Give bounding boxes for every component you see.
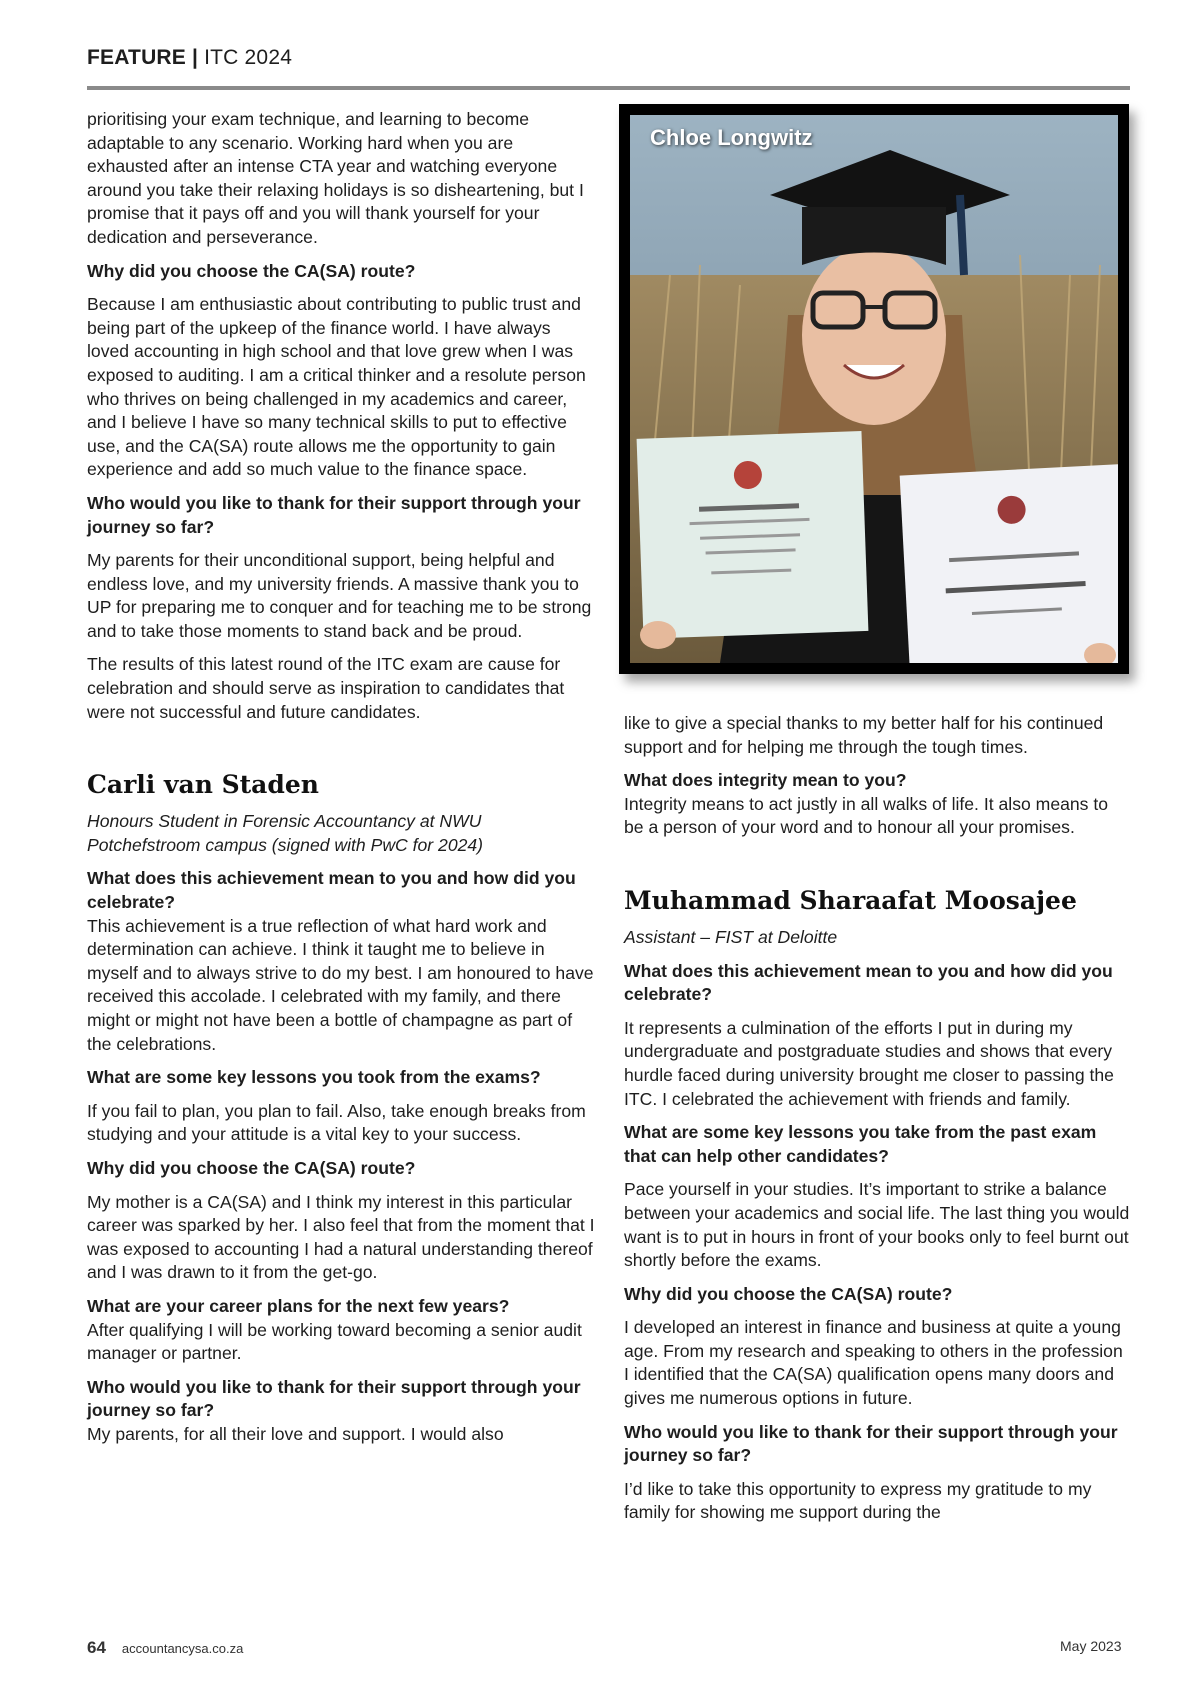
issue-date: May 2023 (1060, 1638, 1122, 1654)
answer-plans: After qualifying I will be working toward becoming a senior audit manager or partner. (87, 1319, 582, 1364)
question-lessons: What are some key lessons you took from the exams? (87, 1067, 541, 1088)
question-route: Why did you choose the CA(SA) route? (624, 1283, 953, 1304)
question-thank: Who would you like to thank for their support through your journey so far? (87, 1376, 581, 1421)
answer-route: My mother is a CA(SA) and I think my interest in this particular career was sparked by her. I also feel that from the moment that I was exposed to accounting I had a natural understanding thereof and I was drawn to it from the get-go. (87, 1191, 595, 1283)
question-achievement: What does this achievement mean to you and how did you celebrate? (624, 960, 1113, 1005)
question-lessons: What are some key lessons you take from the past exam that can help other candidates? (624, 1122, 1097, 1166)
answer-route: I developed an interest in finance and business at quite a young age. From my research and speaking to others in the profession I identified that the CA(SA) qualification opens many doors and gives me numerous options in future. (624, 1317, 1123, 1409)
answer-lessons: If you fail to plan, you plan to fail. Also, take enough breaks from studying and your attitude is a vital key to your success. (87, 1100, 586, 1145)
answer-thank: I’d like to take this opportunity to express my gratitude to my family for showing me support during the (624, 1478, 1092, 1523)
answer-integrity: Integrity means to act justly in all walks of life. It also means to be a person of your word and to honour all your promises. (624, 793, 1109, 838)
page-footer (87, 1638, 243, 1658)
answer-achievement: This achievement is a true reflection of what hard work and determination can achieve. I think it taught me to believe in myself and to always strive to do my best. I am honoured to have received this accolade. I celebrated with my family, and there might or might not have been a bottle of champagne as part of the celebrations. (87, 915, 594, 1054)
profile-role-carli: Honours Student in Forensic Accountancy at NWU Potchefstroom campus (signed with PwC for 2024) (87, 811, 484, 855)
right-column (624, 712, 1132, 1535)
header-divider (87, 86, 1130, 90)
page-header (87, 46, 292, 70)
profile-role-muhammad: Assistant – FIST at Deloitte (624, 926, 838, 947)
left-column (87, 108, 595, 1457)
question-thank: Who would you like to thank for their support through your journey so far? (87, 492, 581, 537)
question-route: Why did you choose the CA(SA) route? (87, 260, 416, 281)
profile-name-carli: Carli van Staden (87, 770, 319, 800)
answer-thank: My parents for their unconditional support, being helpful and endless love, and my university friends. A massive thank you to UP for preparing me to conquer and for teaching me to be strong and to take those moments to stand back and be proud. (87, 550, 592, 641)
section-label: FEATURE (87, 46, 187, 69)
question-plans: What are your career plans for the next few years? (87, 1295, 510, 1316)
website-link[interactable]: accountancysa.co.za (121, 1641, 244, 1656)
answer-thank-start: My parents, for all their love and support. I would also (87, 1423, 504, 1444)
question-route: Why did you choose the CA(SA) route? (87, 1157, 416, 1178)
question-achievement: What does this achievement mean to you and how did you celebrate? (87, 868, 576, 913)
answer-lessons: Pace yourself in your studies. It’s important to strike a balance between your academics and social life. The last thing you would want is to put in hours in front of your books only to feel burnt out shortly before the exams. (624, 1179, 1130, 1271)
page-number: 64 (87, 1638, 106, 1657)
photo-frame (619, 104, 1129, 674)
header-title: ITC 2024 (204, 46, 293, 69)
question-integrity: What does integrity mean to you? (624, 770, 907, 791)
answer-thank-continued: like to give a special thanks to my better half for his continued support and for helping me through the tough times. (624, 713, 1104, 757)
intro-paragraph: prioritising your exam technique, and learning to become adaptable to any scenario. Working hard when you are exhausted after an intense CTA year and watching everyone around you take their relaxing holidays is so disheartening, but I promise that it pays off and you will thank yourself for your dedication and perseverance. (87, 109, 584, 247)
closing-paragraph: The results of this latest round of the ITC exam are cause for celebration and should serve as inspiration to candidates that were not successful and future candidates. (87, 654, 565, 722)
question-thank: Who would you like to thank for their support through your journey so far? (624, 1421, 1118, 1466)
graduate-photo (630, 115, 1118, 663)
answer-achievement: It represents a culmination of the efforts I put in during my undergraduate and postgraduate studies and shows that every hurdle faced during university brought me closer to passing the ITC. I celebrated the achievement with friends and family. (624, 1017, 1114, 1109)
profile-name-muhammad: Muhammad Sharaafat Moosajee (624, 885, 1077, 915)
photo-caption: Chloe Longwitz (650, 125, 813, 150)
header-separator: | (192, 46, 199, 69)
answer-route: Because I am enthusiastic about contributing to public trust and being part of the upkeep of the finance world. I have always loved accounting in high school and that love grew when I was exposed to auditing. I am a critical thinker and a resolute person who thrives on being challenged in my academics and career, and I believe I have so many technical skills to put to effective use, and the CA(SA) route allows me the opportunity to gain experience and add so much value to the finance space. (87, 294, 586, 480)
